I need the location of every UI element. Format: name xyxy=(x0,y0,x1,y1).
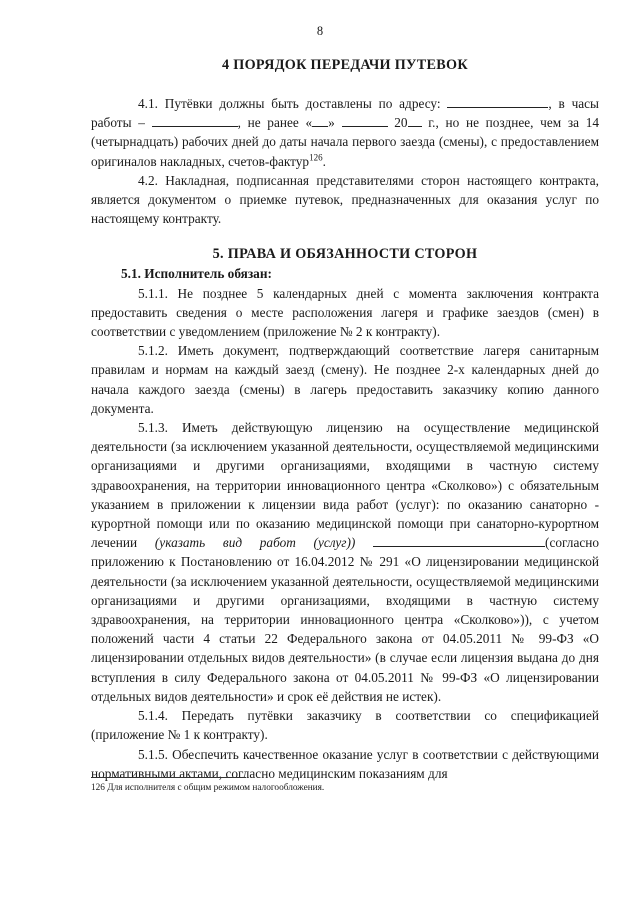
page-number: 8 xyxy=(316,24,324,38)
paragraph-4-1: 4.1. Путёвки должны быть доставлены по адресу: , в часы работы – , не ранее « » 20 г., но не позднее, чем за 14 (четырнадцать) рабочих дней до даты начала первого заезда (смены), с предоставлением оригиналов накладных, счетов-фактур$^{126}$. xyxy=(91,96,599,169)
work-type-blank xyxy=(373,534,545,547)
section-5-heading: 5. ПРАВА И ОБЯЗАННОСТИ СТОРОН xyxy=(212,246,478,263)
section-4-heading: 4 ПОРЯДОК ПЕРЕДАЧИ ПУТЕВОК xyxy=(222,57,468,73)
address-blank xyxy=(447,95,548,108)
month-blank xyxy=(342,114,388,127)
document-body xyxy=(91,56,599,783)
paragraph-5-1-1: 5.1.1. Не позднее 5 календарных дней с момента заключения контракта предоставить сведения о месте расположения лагеря и графике заездов (смен) в соответствии с уведомлением (приложение № 2 к контракту). xyxy=(91,285,599,340)
footnote-separator xyxy=(91,777,246,778)
footnote-ref: 126 xyxy=(309,152,323,163)
year-blank xyxy=(408,114,422,127)
subsection-5-1-title: 5.1. Исполнитель обязан: xyxy=(121,266,272,282)
day-blank xyxy=(312,114,328,127)
hours-blank xyxy=(152,114,238,127)
paragraph-5-1-5: 5.1.5. Обеспечить качественное оказание услуг в соответствии с действующими нормативными актами, согласно медицинским показаниям для xyxy=(91,746,599,781)
paragraph-5-1-3: 5.1.3. Иметь действующую лицензию на осуществление медицинской деятельности (за исключением указанной деятельности, осуществляемой медицинскими организациями и другими организациями, входящими в частную систему здравоохранения, на территории инновационного центра «Сколково») с обязательным указанием в приложении к лицензии вида работ (услуг): по оказанию санаторно - курортной помощи или по оказанию медицинской помощи при санаторно-курортном лечении (указать вид работ (услуг)) (согласно приложению к Постановлению от 16.04.2012 № 291 «О лицензировании медицинской деятельности (за исключением указанной деятельности, осуществляемой медицинскими организациями и другими организациями, входящими в частную систему здравоохранения, на территории инновационного центра «Сколково»)), с учетом положений части 4 статьи 22 Федерального закона от 04.05.2011 № 99-ФЗ «О лицензировании отдельных видов деятельности» (в случае если лицензия выдана до дня вступления в силу Федерального закона от 04.05.2011 № 99-ФЗ «О лицензировании отдельных видов деятельности» и срок её действия не истек). xyxy=(91,420,600,704)
paragraph-4-2: 4.2. Накладная, подписанная представителями сторон настоящего контракта, является документом о приемке путевок, предназначенных для оказания услуг по настоящему контракту. xyxy=(91,172,599,227)
paragraph-5-1-2: 5.1.2. Иметь документ, подтверждающий соответствие лагеря санитарным правилам и нормам на каждый заезд (смену). Не позднее 2-х календарных дней до начала каждого заезда (смены) в лагерь предоставить заказчику копию данного документа. xyxy=(91,343,599,416)
paragraph-5-1-4: 5.1.4. Передать путёвки заказчику в соответствии со спецификацией (приложение № 1 к контракту). xyxy=(91,708,599,743)
footnote-126: 126 Для исполнителя с общим режимом налогообложения. xyxy=(91,783,325,793)
